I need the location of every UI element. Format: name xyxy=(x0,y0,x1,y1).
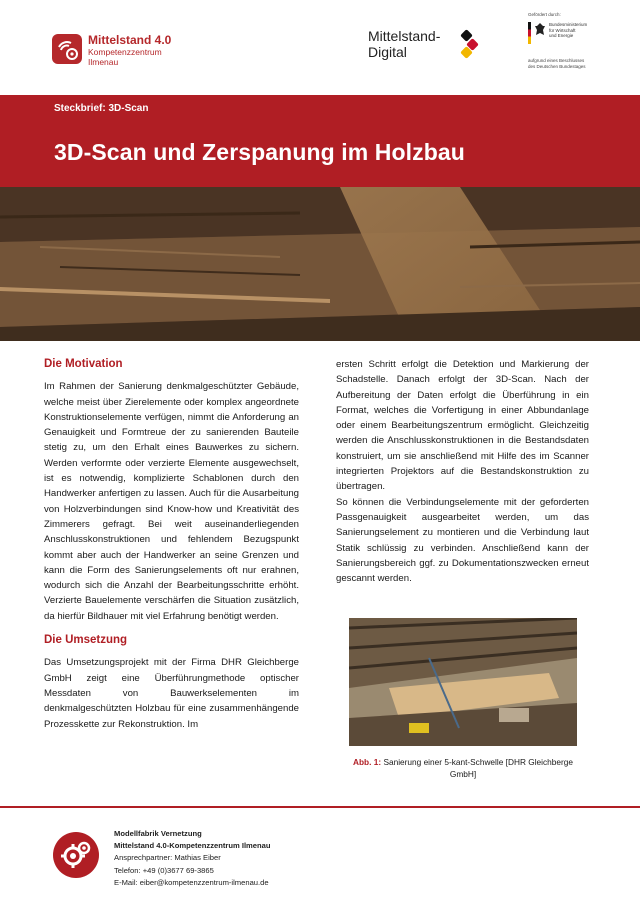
footer-divider xyxy=(0,806,640,808)
mittelstand-ilmenau-logo xyxy=(52,34,171,67)
logo-mid-line2: Digital xyxy=(368,44,407,60)
umsetzung-text: Das Umsetzungsprojekt mit der Firma DHR Gleichberge GmbH zeigt eine Überführungmethode optischer Messdaten von Bauwerkselementen im denkmalgeschützten Holzbau für eine zusammenhängende Prozesskette zur Rekonstruktion. Im xyxy=(44,657,299,730)
footer-email[interactable]: E-Mail: eiber@kompetenzzentrum-ilmenau.de xyxy=(114,877,269,887)
mittelstand-digital-logo xyxy=(368,28,440,60)
umsetzung-heading: Die Umsetzung xyxy=(44,634,128,647)
page-header xyxy=(0,0,640,95)
flag-stripe-icon xyxy=(528,22,531,44)
sponsor-note-1: aufgrund eines Beschlusses xyxy=(528,58,585,63)
sponsor-note-2: des Deutschen Bundestages xyxy=(528,64,586,69)
wood-beam-photo xyxy=(0,187,640,341)
figure-label: Abb. 1: xyxy=(353,757,382,767)
logo-city: Ilmenau xyxy=(88,57,119,67)
logo-mid-line1: Mittelstand- xyxy=(368,28,441,44)
logo-title: Mittelstand 4.0 xyxy=(88,33,172,47)
renovation-photo xyxy=(349,618,577,746)
ministry-line3: und Energie xyxy=(549,33,574,38)
footer-contact xyxy=(114,828,271,889)
umsetzung-text-cont2: So können die Verbindungselemente mit der geforderten Passgenauigkeit ausgearbeitet werden, um das Sanierungselement zu montieren und die Verbindung laut Statik schlüssig zu verbinden. Anschließend kann der Sanierungsbereich ggf. zu Dokumentationszwecken erneut gescannt werden. xyxy=(336,496,589,585)
sponsor-intro: Gefördert durch: xyxy=(528,12,561,17)
right-column xyxy=(336,357,589,586)
footer-line2: Mittelstand 4.0-Kompetenzzentrum Ilmenau xyxy=(114,841,271,851)
page-title: 3D-Scan und Zerspanung im Holzbau xyxy=(54,139,465,165)
motivation-text: Im Rahmen der Sanierung denkmalgeschützter Gebäude, welche meist über Zierelemente oder komplex angeordnete Konstruktionselemente verfügen, nimmt die Anforderung an Genauigkeit und Formtreue der zu sanierenden Bauteile stetig zu, um den Erhalt eines Bauwerkes zu sichern. Werden verformte oder verzierte Elemente ausgewechselt, ist es notwendig, komplizierte Schablonen durch den Handwerker anfertigen zu lassen. Auch für die Ausarbeitung von Holzverbindungen sind Know-how und Kreativität des Zimmerers gefragt. Bei weit auseinanderliegenden Anschlusskonstruktionen und fehlendem Bezugspunkt kommt aber auch der Handwerker an seine Grenzen und kann die Form des Sanierungselements oft nur erahnen, wodurch sich die Anzahl der Bearbeitungsschritte erhöht. Verzierte Bauelemente verschärfen die Situation zusätzlich, da hierfür Bildhauer mit viel Erfahrung benötigt werden. xyxy=(44,381,299,622)
footer-phone: Telefon: +49 (0)3677 69-3865 xyxy=(114,865,214,875)
footer-line3: Ansprechpartner: Mathias Eiber xyxy=(114,853,221,863)
figure-caption xyxy=(349,756,577,780)
title-banner xyxy=(0,95,640,187)
logo-subtitle: Kompetenzzentrum xyxy=(88,47,162,57)
ministry-line1: Bundesministerium xyxy=(549,22,588,27)
footer-line1: Modellfabrik Vernetzung xyxy=(114,829,202,838)
bmwi-sponsor-logo xyxy=(528,12,608,70)
umsetzung-text-cont1: ersten Schritt erfolgt die Detektion und Markierung der Schadstelle. Danach erfolgt der 3D-Scan. Nach der Aufbereitung der Daten erfolgt die Überführung in ein Format, welches die Vorfertigung in einer Abbundanlage oder einem Bearbeitungszentrum ermöglicht. Gleichzeitig werden die Anschlusskonstruktionen in die Bestandsdaten konstruiert, um sie anschließend mit Hilfe des im Scanner integrierten Projektors auf die Bestandskonstruktion zu übertragen. xyxy=(336,359,589,493)
german-flag-dots-icon xyxy=(460,30,480,60)
gears-icon xyxy=(53,832,99,878)
left-column xyxy=(44,357,299,732)
figure-caption-text: Sanierung einer 5-kant-Schwelle [DHR Gleichberge GmbH] xyxy=(383,757,573,779)
motivation-heading: Die Motivation xyxy=(44,358,123,370)
eagle-icon xyxy=(534,22,546,38)
ministry-line2: für Wirtschaft xyxy=(549,27,576,33)
wifi-gear-icon xyxy=(52,34,82,64)
banner-kicker: Steckbrief: 3D-Scan xyxy=(54,103,149,114)
